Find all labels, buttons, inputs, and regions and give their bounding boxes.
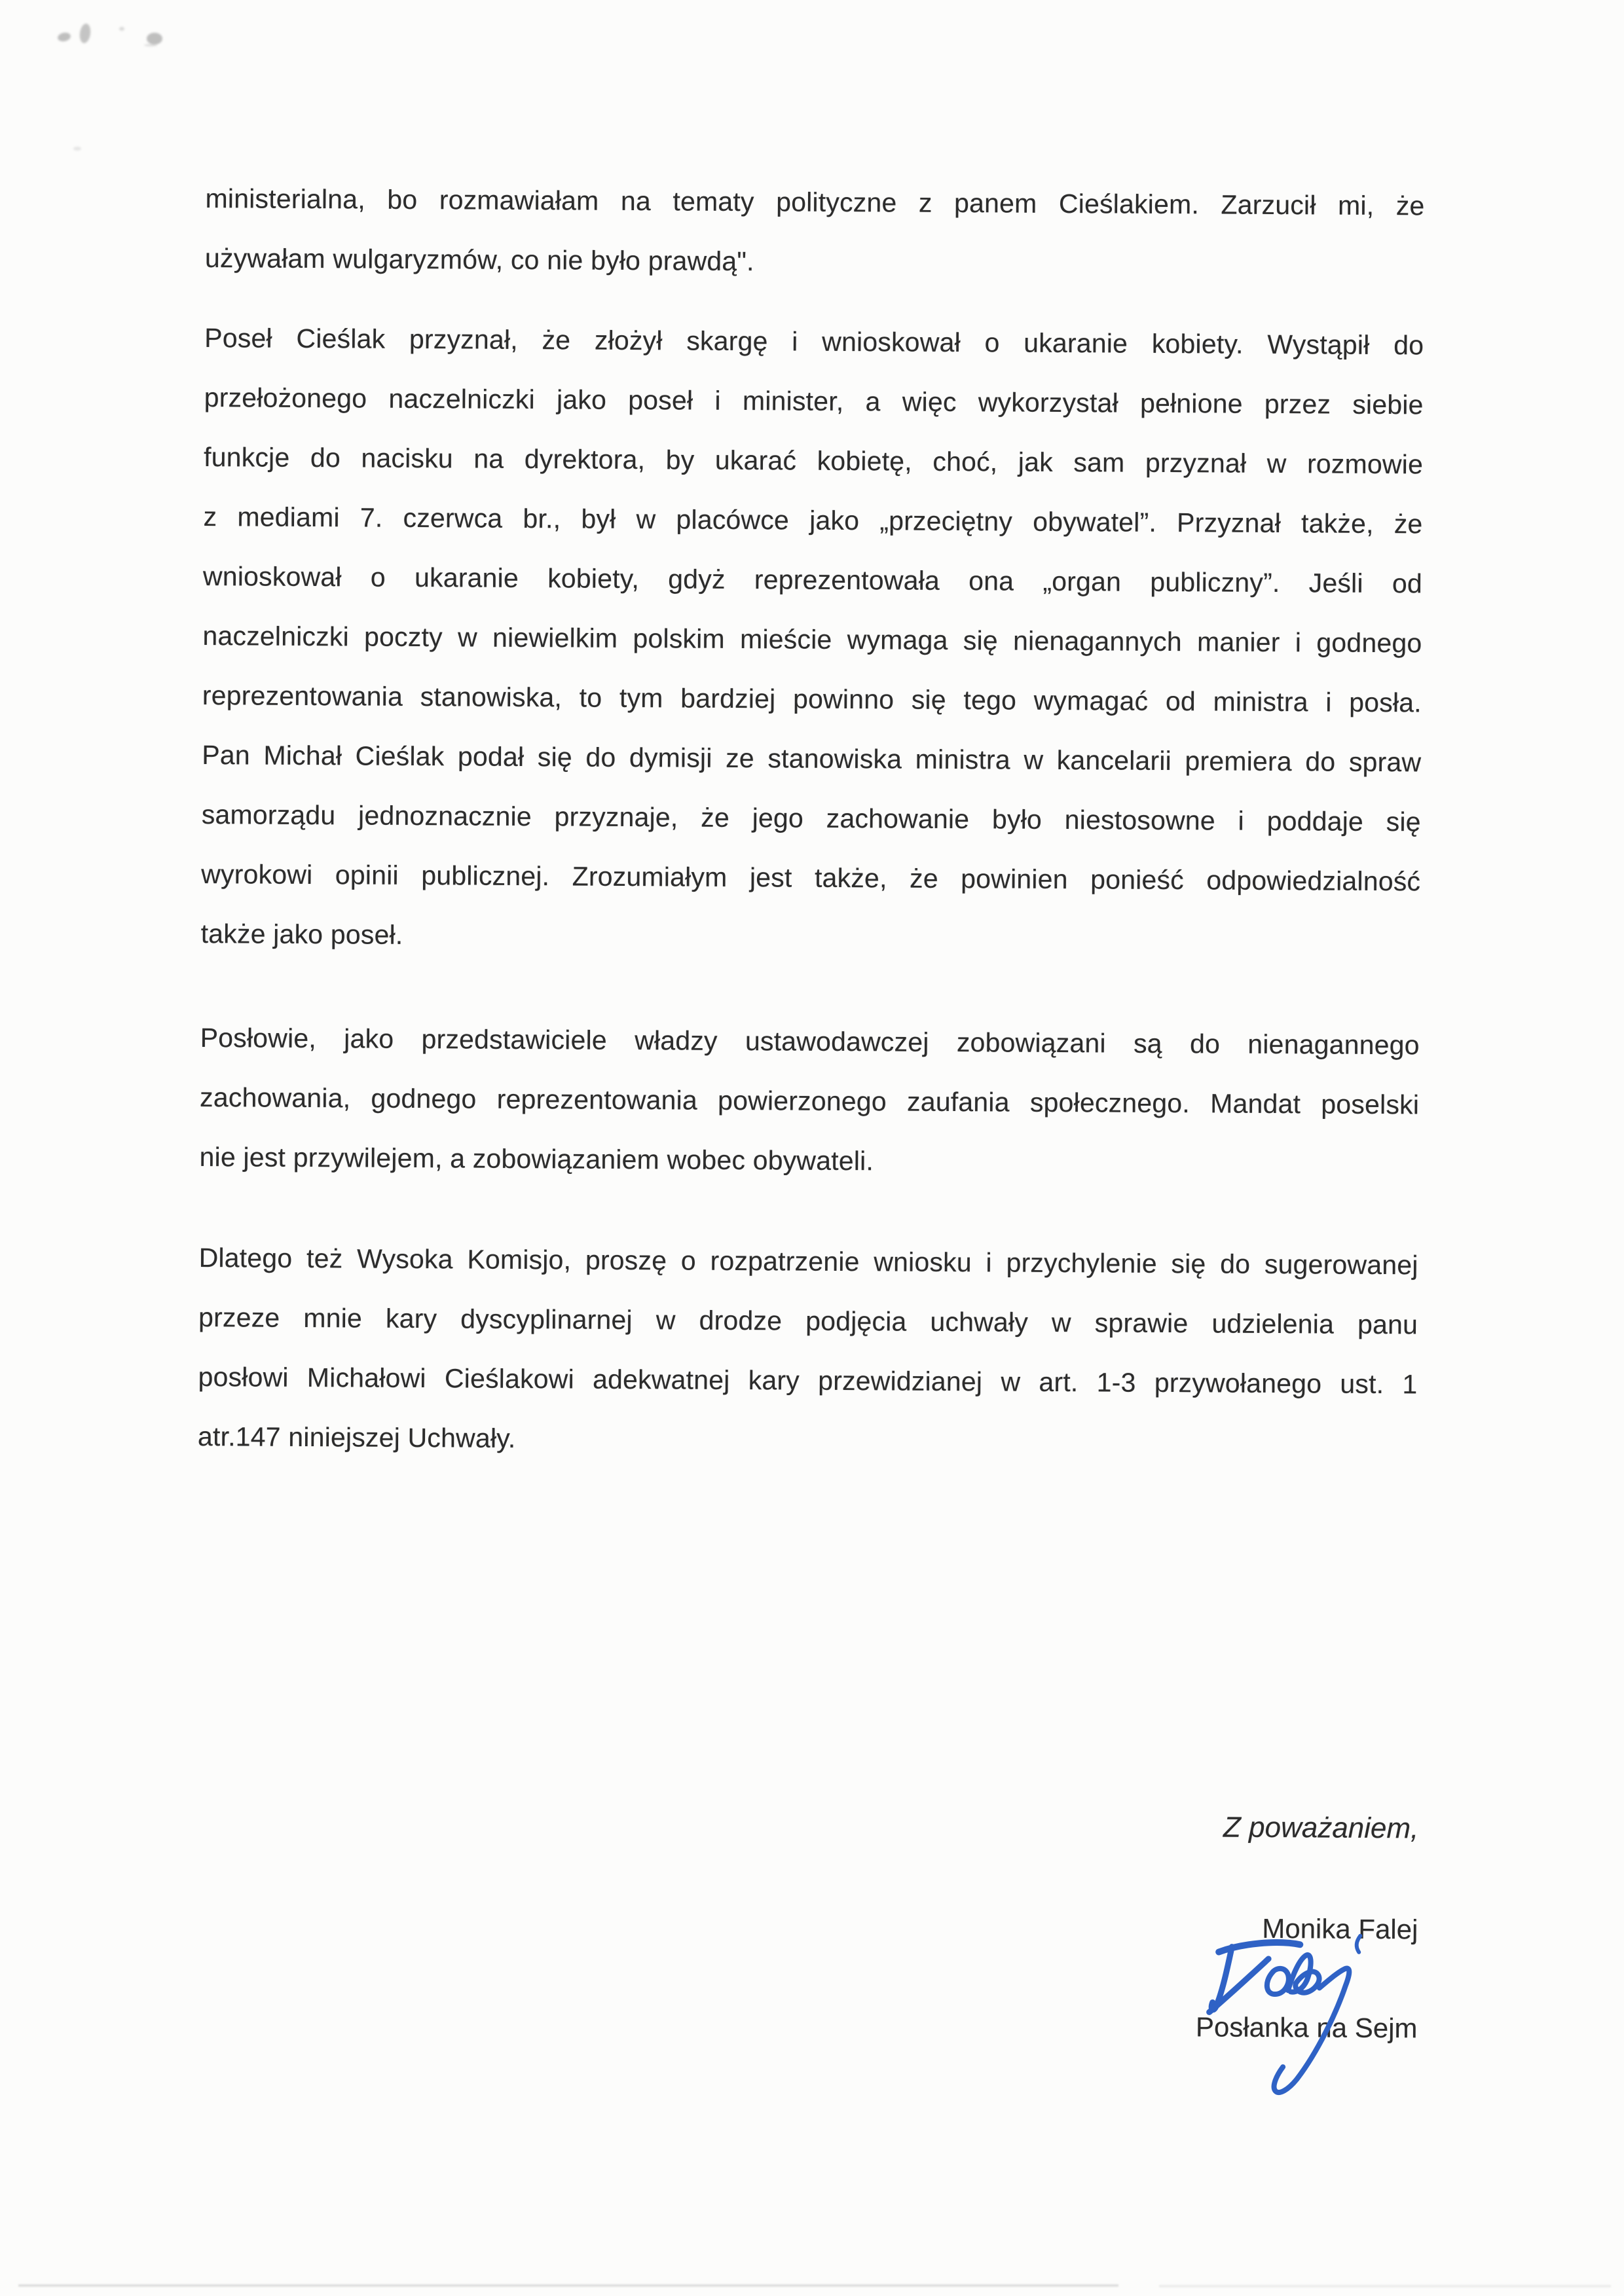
text-line: nie jest przywilejem, a zobowiązaniem wobec obywateli. bbox=[199, 1141, 874, 1176]
text-line: posłowi Michałowi Cieślakowi adekwatnej kary przewidzianej w art. 1-3 przywołanego ust. 1 bbox=[198, 1361, 1418, 1400]
text-line: wyrokowi opinii publicznej. Zrozumiałym jest także, że powinien ponieść odpowiedzialność bbox=[201, 859, 1421, 897]
text-line: używałam wulgaryzmów, co nie było prawdą". bbox=[204, 243, 754, 277]
text-line: Posłowie, jako przedstawiciele władzy ustawodawczej zobowiązani są do nienagannego bbox=[200, 1023, 1420, 1061]
text-line: wnioskował o ukaranie kobiety, gdyż reprezentowała ona „organ publiczny”. Jeśli od bbox=[202, 561, 1423, 599]
text-line: samorządu jednoznacznie przyznaje, że jego zachowanie było niestosowne i poddaje się bbox=[201, 799, 1421, 837]
text-line: zachowania, godnego reprezentowania powierzonego zaufania społecznego. Mandat poselski bbox=[200, 1082, 1420, 1120]
scan-edge-artifact bbox=[1159, 2285, 1611, 2287]
scan-edge-artifact bbox=[18, 2284, 1118, 2287]
signer-name: Monika Falej bbox=[1262, 1912, 1418, 1945]
text-line: przełożonego naczelniczki jako poseł i minister, a więc wykorzystał pełnione przez siebie bbox=[204, 382, 1424, 420]
text-line: Dlatego też Wysoka Komisjo, proszę o rozpatrzenie wniosku i przychylenie się do sugerowanej bbox=[198, 1242, 1418, 1281]
paragraph bbox=[205, 169, 1425, 295]
text-line: z mediami 7. czerwca br., był w placówce jako „przeciętny obywatel”. Przyznał także, że bbox=[203, 501, 1423, 539]
text-line: przeze mnie kary dyscyplinarnej w drodze podjęcia uchwały w sprawie udzielenia panu bbox=[198, 1302, 1418, 1340]
handwritten-signature-icon bbox=[1208, 1929, 1369, 2110]
text-line: funkcje do nacisku na dyrektora, by ukarać kobietę, choć, jak sam przyznał w rozmowie bbox=[203, 442, 1424, 480]
paragraph bbox=[200, 308, 1424, 971]
signer-title: Posłanka na Sejm bbox=[1195, 2011, 1418, 2044]
text-line: Pan Michał Cieślak podał się do dymisji ze stanowiska ministra w kancelarii premiera do spraw bbox=[202, 740, 1422, 778]
closing-phrase: Z poważaniem, bbox=[1223, 1811, 1419, 1845]
paragraph bbox=[199, 1008, 1420, 1194]
text-line: także jako poseł. bbox=[200, 919, 403, 950]
text-line: naczelniczki poczty w niewielkim polskim mieście wymaga się nienagannych manier i godnego bbox=[202, 621, 1422, 659]
text-line: ministerialna, bo rozmawiałam na tematy polityczne z panem Cieślakiem. Zarzucił mi, że bbox=[205, 183, 1425, 221]
text-line: reprezentowania stanowiska, to tym bardziej powinno się tego wymagać od ministra i posła. bbox=[202, 680, 1422, 718]
letter-body bbox=[197, 0, 1426, 1453]
paragraph bbox=[198, 1228, 1418, 1474]
text-line: atr.147 niniejszej Uchwały. bbox=[197, 1421, 516, 1453]
text-line: Poseł Cieślak przyznał, że złożył skargę i wnioskował o ukaranie kobiety. Wystąpił do bbox=[204, 323, 1424, 361]
